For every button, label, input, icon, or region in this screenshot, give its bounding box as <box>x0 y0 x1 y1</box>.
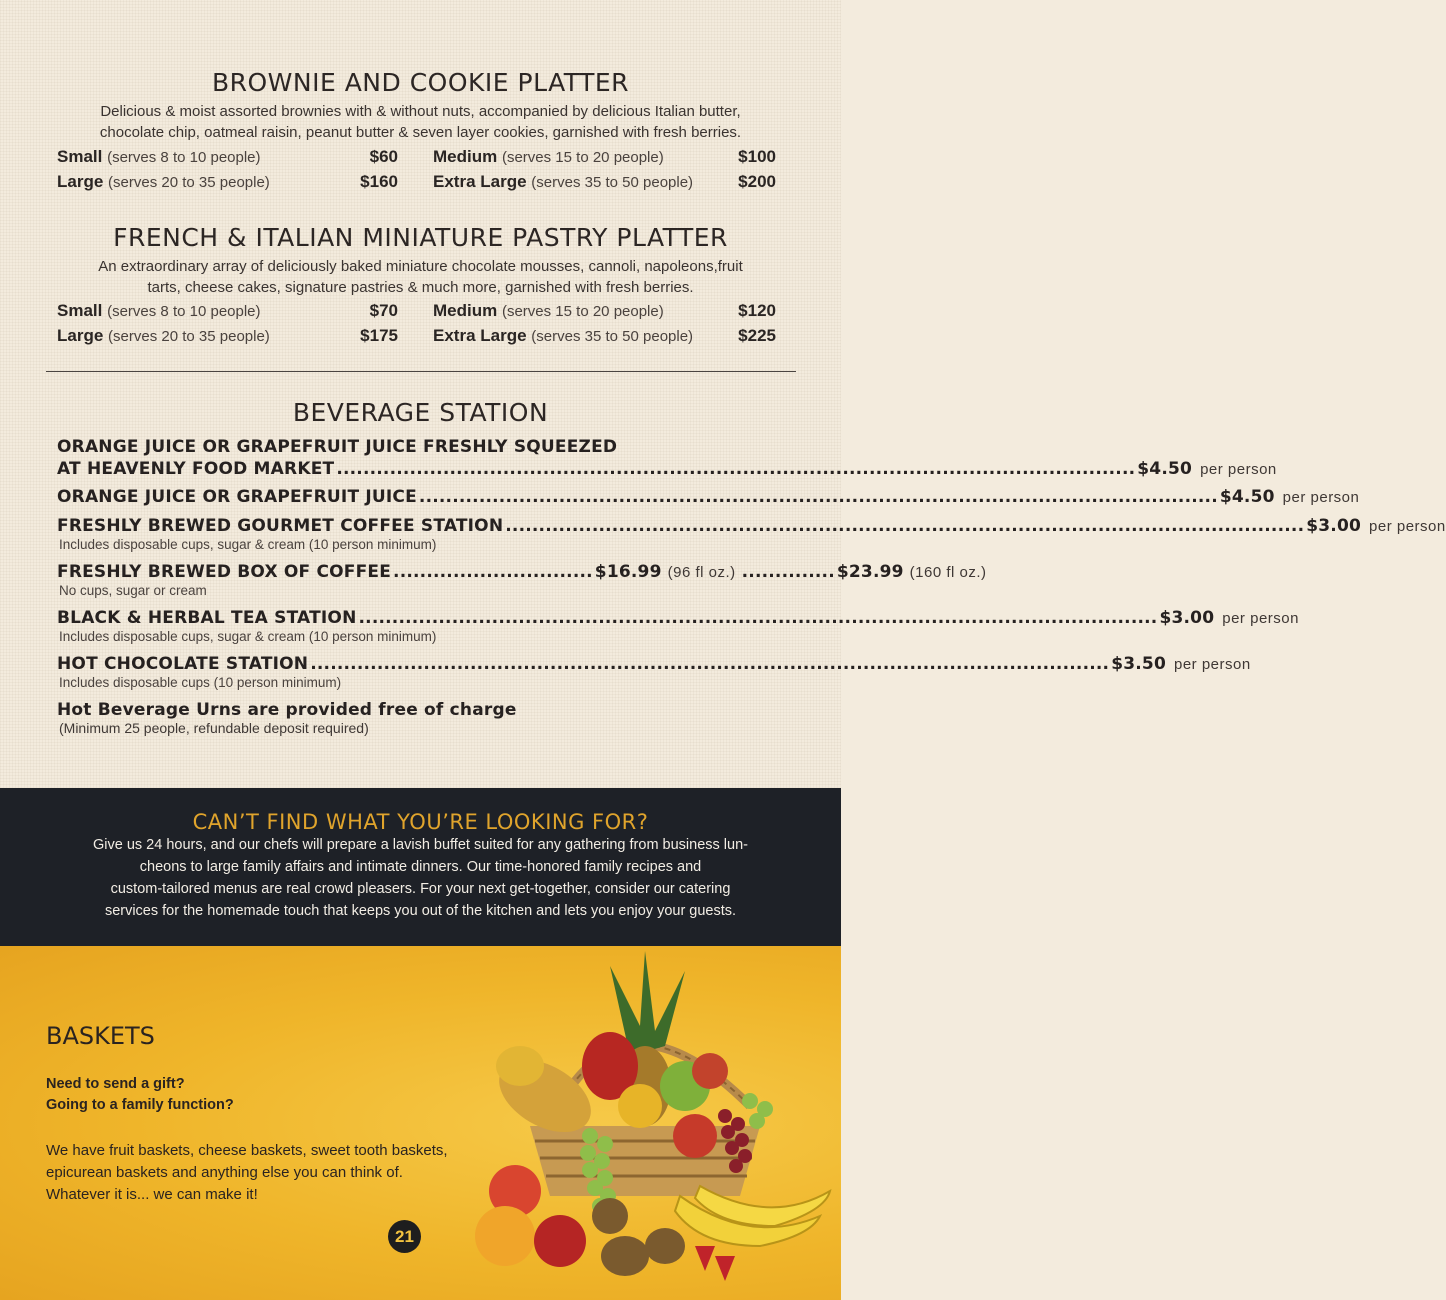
brownie-platter-title: BROWNIE AND COOKIE PLATTER <box>211 68 630 97</box>
section-divider <box>46 371 796 372</box>
bev-box-coffee-note: No cups, sugar or cream <box>59 583 207 598</box>
pastry-size-small: Small (serves 8 to 10 people) <box>57 301 261 320</box>
bev-price2: $23.99 <box>836 562 904 582</box>
pastry-price-small: $70 <box>369 301 398 320</box>
pastry-price-xlarge: $225 <box>738 326 776 345</box>
bev-name: AT HEAVENLY FOOD MARKET <box>57 459 335 479</box>
pastry-size-medium: Medium (serves 15 to 20 people) <box>433 301 664 320</box>
baskets-title: BASKETS <box>46 1022 155 1050</box>
bev-box-coffee <box>57 562 987 582</box>
bev-price: $4.50 <box>1219 487 1275 507</box>
pastry-size-large: Large (serves 20 to 35 people) <box>57 326 270 345</box>
baskets-line: We have fruit baskets, cheese baskets, sweet tooth baskets, <box>46 1142 448 1159</box>
brownie-desc-line1: Delicious & moist assorted brownies with & without nuts, accompanied by delicious Italian butter, <box>100 103 741 120</box>
baskets-question-1: Need to send a gift? <box>46 1076 185 1092</box>
dot-leader <box>336 459 1135 479</box>
bev-hot-chocolate-note: Includes disposable cups (10 person minimum) <box>59 675 342 690</box>
bev-coffee-station-note: Includes disposable cups, sugar & cream (10 person minimum) <box>59 537 437 552</box>
page-number: 21 <box>388 1220 421 1253</box>
pastry-platter-title: FRENCH & ITALIAN MINIATURE PASTRY PLATTER <box>113 223 728 252</box>
bev-name: HOT CHOCOLATE STATION <box>57 654 309 674</box>
cta-line: Give us 24 hours, and our chefs will prepare a lavish buffet suited for any gathering from business lun- <box>92 837 748 853</box>
dot-leader: .............. <box>741 562 835 582</box>
baskets-line: epicurean baskets and anything else you can think of. <box>46 1164 403 1181</box>
brownie-size-large: Large (serves 20 to 35 people) <box>57 172 270 191</box>
bev-name: ORANGE JUICE OR GRAPEFRUIT JUICE <box>57 487 417 507</box>
bev-urns: Hot Beverage Urns are provided free of charge <box>57 700 517 720</box>
bev-coffee-station <box>57 516 1446 536</box>
bev-price: $4.50 <box>1137 459 1193 479</box>
brownie-price-large: $160 <box>360 172 398 191</box>
baskets-line: Whatever it is... we can make it! <box>46 1186 258 1203</box>
bev-name: BLACK & HERBAL TEA STATION <box>57 608 357 628</box>
cta-body <box>55 834 786 922</box>
brownie-platter-desc <box>40 101 801 143</box>
brownie-price-medium: $100 <box>738 147 776 166</box>
dot-leader <box>359 608 1158 628</box>
bev-fresh-juice-line1: ORANGE JUICE OR GRAPEFRUIT JUICE FRESHLY SQUEEZED <box>57 437 618 457</box>
bev-unit: per person <box>1369 518 1446 535</box>
bev-name: FRESHLY BREWED BOX OF COFFEE <box>57 562 392 582</box>
dot-leader: .............................. <box>393 562 593 582</box>
fruit-basket-image <box>460 946 841 1300</box>
bev-unit: per person <box>1282 489 1360 506</box>
baskets-body <box>46 1140 506 1206</box>
brownie-size-xlarge: Extra Large (serves 35 to 50 people) <box>433 172 694 191</box>
bev-unit2: (160 fl oz.) <box>909 564 987 581</box>
pastry-price-large: $175 <box>360 326 398 345</box>
pastry-desc-line1: An extraordinary array of deliciously baked miniature chocolate mousses, cannoli, napoleons,fruit <box>98 258 743 275</box>
pastry-price-medium: $120 <box>738 301 776 320</box>
brownie-size-medium: Medium (serves 15 to 20 people) <box>433 147 664 166</box>
baskets-questions <box>46 1074 234 1116</box>
beverage-station-title: BEVERAGE STATION <box>292 398 549 427</box>
bev-unit: per person <box>1222 610 1299 627</box>
bev-hot-chocolate <box>57 654 1251 674</box>
bev-price: $16.99 <box>594 562 662 582</box>
bev-name: FRESHLY BREWED GOURMET COFFEE STATION <box>57 516 504 536</box>
bev-unit: per person <box>1200 461 1277 478</box>
brownie-price-small: $60 <box>369 147 398 166</box>
bev-price: $3.50 <box>1111 654 1166 674</box>
dot-leader <box>419 487 1218 507</box>
pastry-size-xlarge: Extra Large (serves 35 to 50 people) <box>433 326 694 345</box>
bev-price: $3.00 <box>1306 516 1362 536</box>
cta-line: services for the homemade touch that keeps you out of the kitchen and lets you enjoy your guests. <box>104 903 737 919</box>
bev-fresh-juice <box>57 459 1277 479</box>
baskets-question-2: Going to a family function? <box>46 1097 234 1113</box>
bev-tea-station-note: Includes disposable cups, sugar & cream (10 person minimum) <box>59 629 437 644</box>
bev-urns-note: (Minimum 25 people, refundable deposit required) <box>59 720 369 736</box>
cta-line: cheons to large family affairs and intimate dinners. Our time-honored family recipes and <box>139 859 702 875</box>
brownie-price-xlarge: $200 <box>738 172 776 191</box>
brownie-size-small: Small (serves 8 to 10 people) <box>57 147 261 166</box>
bev-price: $3.00 <box>1159 608 1215 628</box>
bev-juice <box>57 487 1360 507</box>
bev-unit: per person <box>1173 656 1251 673</box>
dot-leader <box>505 516 1304 536</box>
pastry-desc-line2: tarts, cheese cakes, signature pastries & much more, garnished with fresh berries. <box>147 279 694 296</box>
cta-title: CAN’T FIND WHAT YOU’RE LOOKING FOR? <box>192 810 649 834</box>
brownie-desc-line2: chocolate chip, oatmeal raisin, peanut butter & seven layer cookies, garnished with fresh berries. <box>99 124 742 141</box>
dot-leader <box>310 654 1109 674</box>
bev-tea-station <box>57 608 1299 628</box>
pastry-platter-desc <box>40 256 801 298</box>
bev-unit: (96 fl oz.) <box>667 564 736 581</box>
cta-line: custom-tailored menus are real crowd pleasers. For your next get-together, consider our catering <box>110 881 731 897</box>
